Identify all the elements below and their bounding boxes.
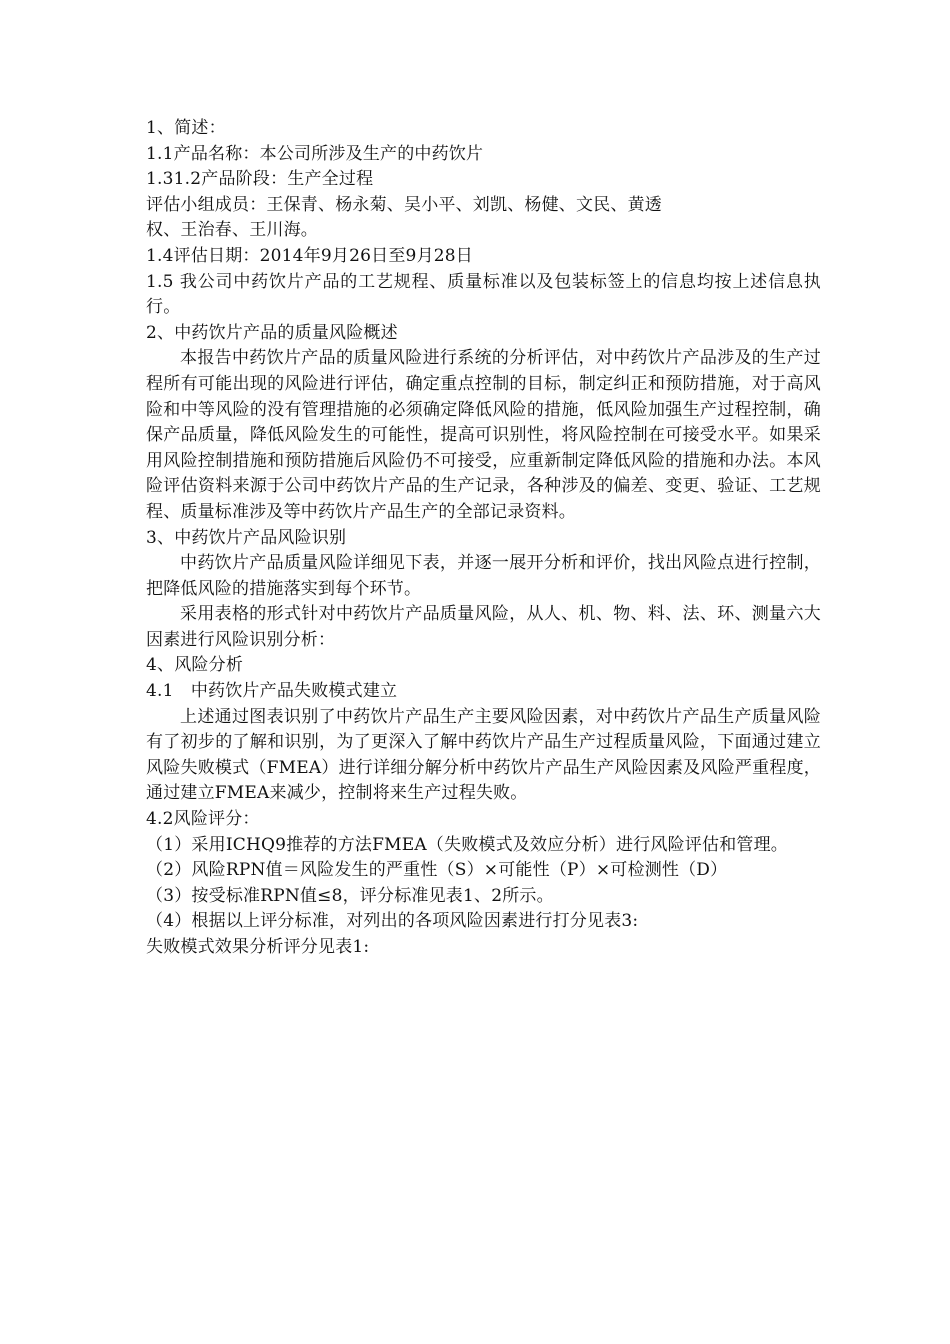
- team-members-line-continued: 权、王治春、王川海。: [146, 220, 318, 241]
- scoring-item-4: （4）根据以上评分标准，对列出的各项风险因素进行打分见表3:: [146, 911, 639, 932]
- evaluation-date-line: 1.4评估日期：2014年9月26日至9月28日: [146, 245, 473, 266]
- scoring-item-2: （2）风险RPN值＝风险发生的严重性（S）×可能性（P）×可检测性（D）: [146, 860, 728, 881]
- document-page: [146, 116, 821, 961]
- heading-4-2-risk-scoring: 4.2风险评分：: [146, 809, 260, 830]
- heading-1-overview: 1、简述：: [146, 118, 226, 138]
- heading-2-risk-overview: 2、中药饮片产品的质量风险概述: [146, 322, 398, 343]
- product-stage-line: 1.31.2产品阶段：生产全过程: [146, 169, 374, 190]
- heading-3-risk-identification: 3、中药饮片产品风险识别: [146, 527, 347, 548]
- failure-mode-paragraph: 上述通过图表识别了中药饮片产品生产主要风险因素，对中药饮片产品生产质量风险有了初步的了解和识别，为了更深入了解中药饮片产品生产过程质量风险，下面通过建立风险失败模式（FMEA）进行详细分解分析中药饮片产品生产风险因素及风险严重程度，通过建立FMEA来减少，控制将来生产过程失败。: [146, 706, 821, 804]
- scoring-item-1: （1）采用ICHQ9推荐的方法FMEA（失败模式及效应分析）进行风险评估和管理。: [146, 834, 789, 855]
- heading-4-risk-analysis: 4、风险分析: [146, 655, 244, 676]
- scoring-item-3: （3）按受标准RPN值≤8，评分标准见表1、2所示。: [146, 885, 554, 906]
- risk-overview-paragraph: 本报告中药饮片产品的质量风险进行系统的分析评估，对中药饮片产品涉及的生产过程所有可能出现的风险进行评估，确定重点控制的目标，制定纠正和预防措施，对于高风险和中等风险的没有管理措施的必须确定降低风险的措施，低风险加强生产过程控制，确保产品质量，降低风险发生的可能性，提高可识别性，将风险控制在可接受水平。如果采用风险控制措施和预防措施后风险仍不可接受，应重新制定降低风险的措施和办法。本风险评估资料来源于公司中药饮片产品的生产记录，各种涉及的偏差、变更、验证、工艺规程、质量标准涉及等中药饮片产品生产的全部记录资料。: [146, 348, 821, 522]
- product-name-line: 1.1产品名称：本公司所涉及生产的中药饮片: [146, 143, 484, 164]
- heading-4-1-failure-mode: 4.1 中药饮片产品失败模式建立: [146, 681, 398, 702]
- risk-identification-paragraph: 中药饮片产品质量风险详细见下表，并逐一展开分析和评价，找出风险点进行控制，把降低风险的措施落实到每个环节。: [146, 553, 821, 599]
- section-1-5-paragraph: 1.5 我公司中药饮片产品的工艺规程、质量标准以及包装标签上的信息均按上述信息执行。: [146, 271, 821, 318]
- closing-line: 失败模式效果分析评分见表1:: [146, 937, 370, 957]
- team-members-line: 评估小组成员：王保青、杨永菊、吴小平、刘凯、杨健、文民、黄透: [146, 194, 662, 215]
- six-factors-paragraph: 采用表格的形式针对中药饮片产品质量风险，从人、机、物、料、法、环、测量六大因素进行风险识别分析：: [146, 604, 821, 650]
